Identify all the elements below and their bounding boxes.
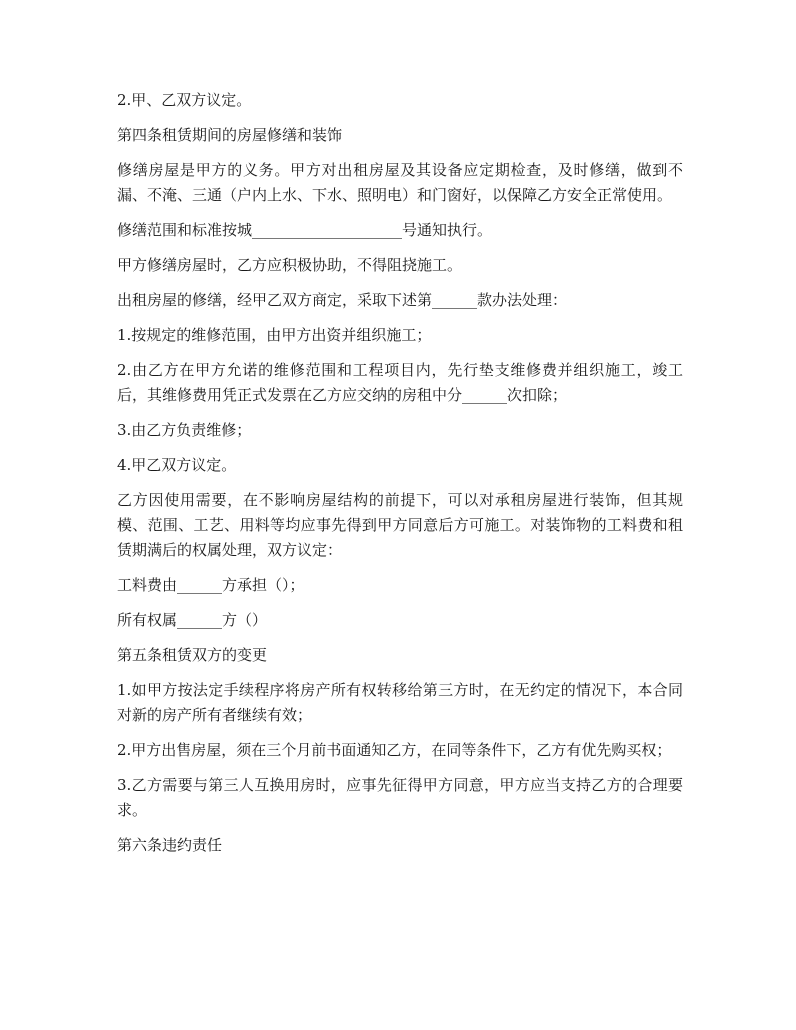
paragraph-1: 2.甲、乙双方议定。	[117, 91, 252, 109]
paragraph-4: 修缮范围和标准按城____________________号通知执行。	[117, 221, 493, 239]
paragraph-9: 3.由乙方负责维修；	[117, 421, 252, 439]
paragraph-3: 修缮房屋是甲方的义务。甲方对出租房屋及其设备应定期检查，及时修缮，做到不漏、不淹、三通（户内上水、下水、照明电）和门窗好，以保障乙方安全正常使用。	[117, 161, 683, 204]
paragraph-7: 1.按规定的维修范围，由甲方出资并组织施工；	[117, 326, 432, 344]
paragraph-15: 1.如甲方按法定手续程序将房产所有权转移给第三方时，在无约定的情况下，本合同对新的房产所有者继续有效；	[117, 681, 683, 724]
paragraph-16: 2.甲方出售房屋，须在三个月前书面通知乙方，在同等条件下，乙方有优先购买权；	[117, 741, 672, 759]
section-heading-article-4: 第四条租赁期间的房屋修缮和装饰	[117, 126, 343, 144]
paragraph-11: 乙方因使用需要，在不影响房屋结构的前提下，可以对承租房屋进行装饰，但其规模、范围、工艺、用料等均应事先得到甲方同意后方可施工。对装饰物的工料费和租赁期满后的权属处理，双方议定：	[117, 491, 683, 559]
paragraph-13: 所有权属______方（）	[117, 611, 268, 629]
paragraph-5: 甲方修缮房屋时，乙方应积极协助，不得阻挠施工。	[117, 256, 463, 274]
paragraph-10: 4.甲乙双方议定。	[117, 456, 237, 474]
paragraph-17: 3.乙方需要与第三人互换用房时，应事先征得甲方同意，甲方应当支持乙方的合理要求。	[117, 776, 683, 819]
document-page	[117, 88, 683, 868]
paragraph-6: 出租房屋的修缮，经甲乙双方商定，采取下述第______款办法处理：	[117, 291, 568, 309]
section-heading-article-6: 第六条违约责任	[117, 836, 223, 854]
paragraph-8: 2.由乙方在甲方允诺的维修范围和工程项目内，先行垫支维修费并组织施工，竣工后，其维修费用凭正式发票在乙方应交纳的房租中分______次扣除；	[117, 361, 683, 404]
section-heading-article-5: 第五条租赁双方的变更	[117, 646, 268, 664]
paragraph-12: 工料费由______方承担（）；	[117, 576, 305, 594]
